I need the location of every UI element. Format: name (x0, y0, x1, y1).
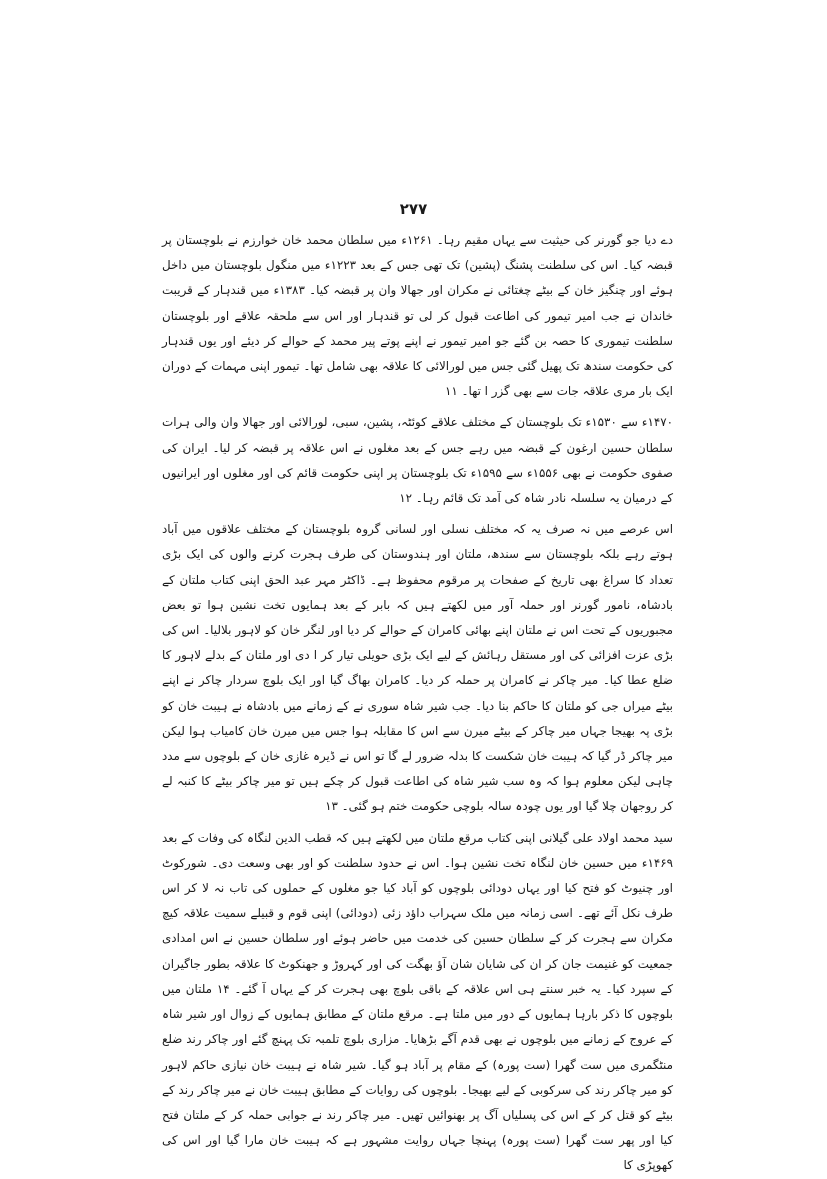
paragraph-4: سید محمد اولاد علی گیلانی اپنی کتاب مرقع ملتان میں لکھتے ہیں کہ قطب الدین لنگاہ کی وفات کے بعد ۱۴۶۹ء میں حسین خان لنگاہ تخت نشین ہوا۔ اس نے حدود سلطنت کو اور بھی وسعت دی۔ شورکوٹ اور چنیوٹ کو فتح کیا اور یہاں دودائی بلوچوں کو آباد کیا جو مغلوں کے حملوں کی تاب نہ لا کر اس طرف نکل آئے تھے۔ اسی زمانہ میں ملک سہراب داؤد زئی (دودائی) اپنی قوم و قبیلے سمیت علاقہ کیچ مکران سے ہجرت کر کے سلطان حسین کی خدمت میں حاضر ہوئے اور سلطان حسین نے اس امدادی جمعیت کو غنیمت جان کر ان کی شایان شان آؤ بھگت کی اور کہروڑ و جھنکوٹ کا علاقہ بطور جاگیران کے سپرد کیا۔ یہ خبر سنتے ہی اس علاقہ کے باقی بلوچ بھی ہجرت کر کے یہاں آ گئے۔ ۱۴ ملتان میں بلوچوں کا ذکر بارہا ہمایوں کے دور میں ملتا ہے۔ مرقع ملتان کے مطابق ہمایوں کے زوال اور شیر شاہ کے عروج کے زمانے میں بلوچوں نے بھی قدم آگے بڑھایا۔ مزاری بلوچ تلمبہ تک پہنچ گئے اور چاکر رند ضلع منٹگمری میں ست گھرا (ست پورہ) کے مقام پر آباد ہو گیا۔ شیر شاہ نے ہیبت خان نیازی حاکم لاہور کو میر چاکر رند کی سرکوبی کے لیے بھیجا۔ بلوچوں کی روایات کے مطابق ہیبت خان نے میر چاکر رند کے بیٹے کو قتل کر کے اس کی پسلیاں آگ پر بھنوائیں تھیں۔ میر چاکر رند نے جوابی حملہ کر کے ملتان فتح کیا اور پھر ست گھرا (ست پورہ) پہنچا جہاں روایت مشہور ہے کہ ہیبت خان مارا گیا اور اس کی کھوپڑی کا (162, 830, 673, 1173)
paragraph-3: اس عرصے میں نہ صرف یہ کہ مختلف نسلی اور لسانی گروہ بلوچستان کے مختلف علاقوں میں آباد ہوتے رہے بلکہ بلوچستان سے سندھ، ملتان اور ہندوستان کی طرف ہجرت کرنے والوں کی ایک بڑی تعداد کا سراغ بھی تاریخ کے صفحات پر مرقوم محفوظ ہے۔ ڈاکٹر مہر عبد الحق اپنی کتاب ملتان کے بادشاہ، نامور گورنر اور حملہ آور میں لکھتے ہیں کہ بابر کے بعد ہمایوں تخت نشین ہوا تو بعض مجبوریوں کے تحت اس نے ملتان اپنے بھائی کامران کے حوالے کر دیا اور لنگر خان کو لاہور بلالیا۔ اس کی بڑی عزت افزائی کی اور مستقل رہائش کے لیے ایک بڑی حویلی تیار کر ا دی اور ملتان کے بدلے لاہور کا ضلع عطا کیا۔ میر چاکر نے کامران پر حملہ کر دیا۔ کامران بھاگ گیا اور ایک بلوچ سردار چاکر نے اپنے بیٹے میراں جی کو ملتان کا حاکم بنا دیا۔ جب شیر شاہ سوری نے کے زمانے میں بادشاہ نے ہیبت خان کو بڑی پہ بھیجا جہاں میر چاکر کے بیٹے میرن سے اس کا مقابلہ ہوا جس میں میرن خان کامیاب ہوا لیکن میر چاکر ڈر گیا کہ ہیبت خان شکست کا بدلہ ضرور لے گا تو اس نے ڈیرہ غازی خان کے بلوچوں سے مدد چاہی لیکن معلوم ہوا کہ وہ سب شیر شاہ کی اطاعت قبول کر چکے ہیں تو میر چاکر بیٹے کا کنبہ لے کر روجھان چلا گیا اور یوں چودہ سالہ بلوچی حکومت ختم ہو گئی۔ ۱۳ (162, 522, 673, 814)
body-text (162, 228, 673, 1179)
page-number: ۲۷۷ (399, 200, 428, 218)
paragraph-2: ۱۴۷۰ء سے ۱۵۳۰ء تک بلوچستان کے مختلف علاقے کوئٹہ، پشین، سبی، لورالائی اور جھالا وان والی ہرات سلطان حسین ارغون کے قبضہ میں رہے جس کے بعد مغلوں نے اس علاقہ پر قبضہ کر لیا۔ ایران کی صفوی حکومت نے بھی ۱۵۵۶ء سے ۱۵۹۵ء تک بلوچستان پر اپنی حکومت قائم کی اور مغلوں اور ایرانیوں کے درمیان یہ سلسلہ نادر شاہ کی آمد تک قائم رہا۔ ۱۲ (162, 415, 673, 506)
paragraph-1: دے دیا جو گورنر کی حیثیت سے یہاں مقیم رہا۔ ۱۲۶۱ء میں سلطان محمد خان خوارزم نے بلوچستان پر قبضہ کیا۔ اس کی سلطنت پشنگ (پشین) تک تھی جس کے بعد ۱۲۲۳ء میں منگول بلوچستان میں داخل ہوئے اور چنگیز خان کے بیٹے چغتائی نے مکران اور جھالا وان پر قبضہ کیا۔ ۱۳۸۳ء میں قندہار کے قریبت خاندان نے جب امیر تیمور کی اطاعت قبول کر لی تو قندہار اور اس سے ملحقہ علاقے اور بلوچستان سلطنت تیموری کا حصہ بن گئے جو امیر تیمور نے اپنے پوتے پیر محمد کے حوالے کر دیئے اور یوں قندہار کی حکومت سندھ تک پھیل گئی جس میں لورالائی کا علاقہ بھی شامل تھا۔ تیمور اپنی مہمات کے دوران ایک بار مری علاقہ جات سے بھی گزر ا تھا۔ ۱۱ (162, 233, 673, 399)
